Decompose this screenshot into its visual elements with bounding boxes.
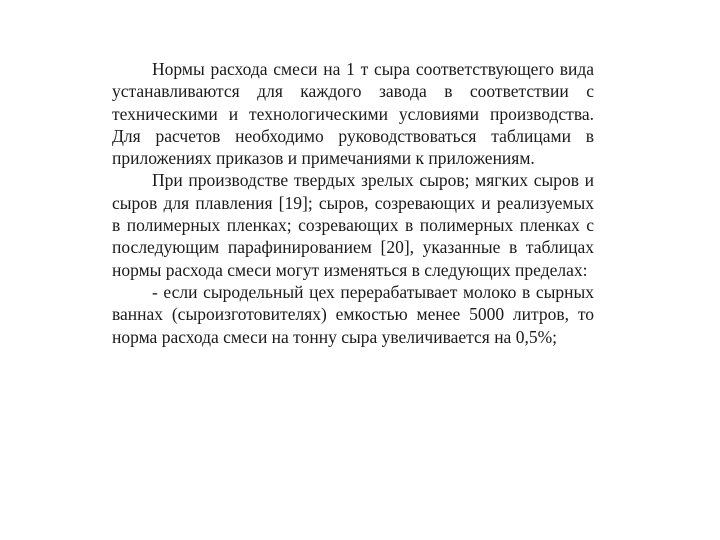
paragraph-consumption-norms: Нормы расхода смеси на 1 т сыра соответствующего вида устанавливаются для каждого завода в соответствии с техническими и технологическими условиями производства. Для расчетов необходимо руководствоваться таблицами в приложениях приказов и примечаниями к приложениям. bbox=[112, 59, 594, 169]
paragraph-cheese-production: При производстве твердых зрелых сыров; мягких сыров и сыров для плавления [19]; сыров, созревающих и реализуемых в полимерных пленках; созревающих в полимерных пленках с последующим парафинированием [20], указанные в таблицах нормы расхода смеси могут изменяться в следующих пределах: bbox=[112, 170, 594, 280]
document-body bbox=[112, 58, 594, 348]
list-item-cheese-vat-volume: - если сыродельный цех перерабатывает молоко в сырных ваннах (сыроизготовителях) емкостью менее 5000 литров, то норма расхода смеси на тонну сыра увеличивается на 0,5%; bbox=[112, 281, 594, 347]
